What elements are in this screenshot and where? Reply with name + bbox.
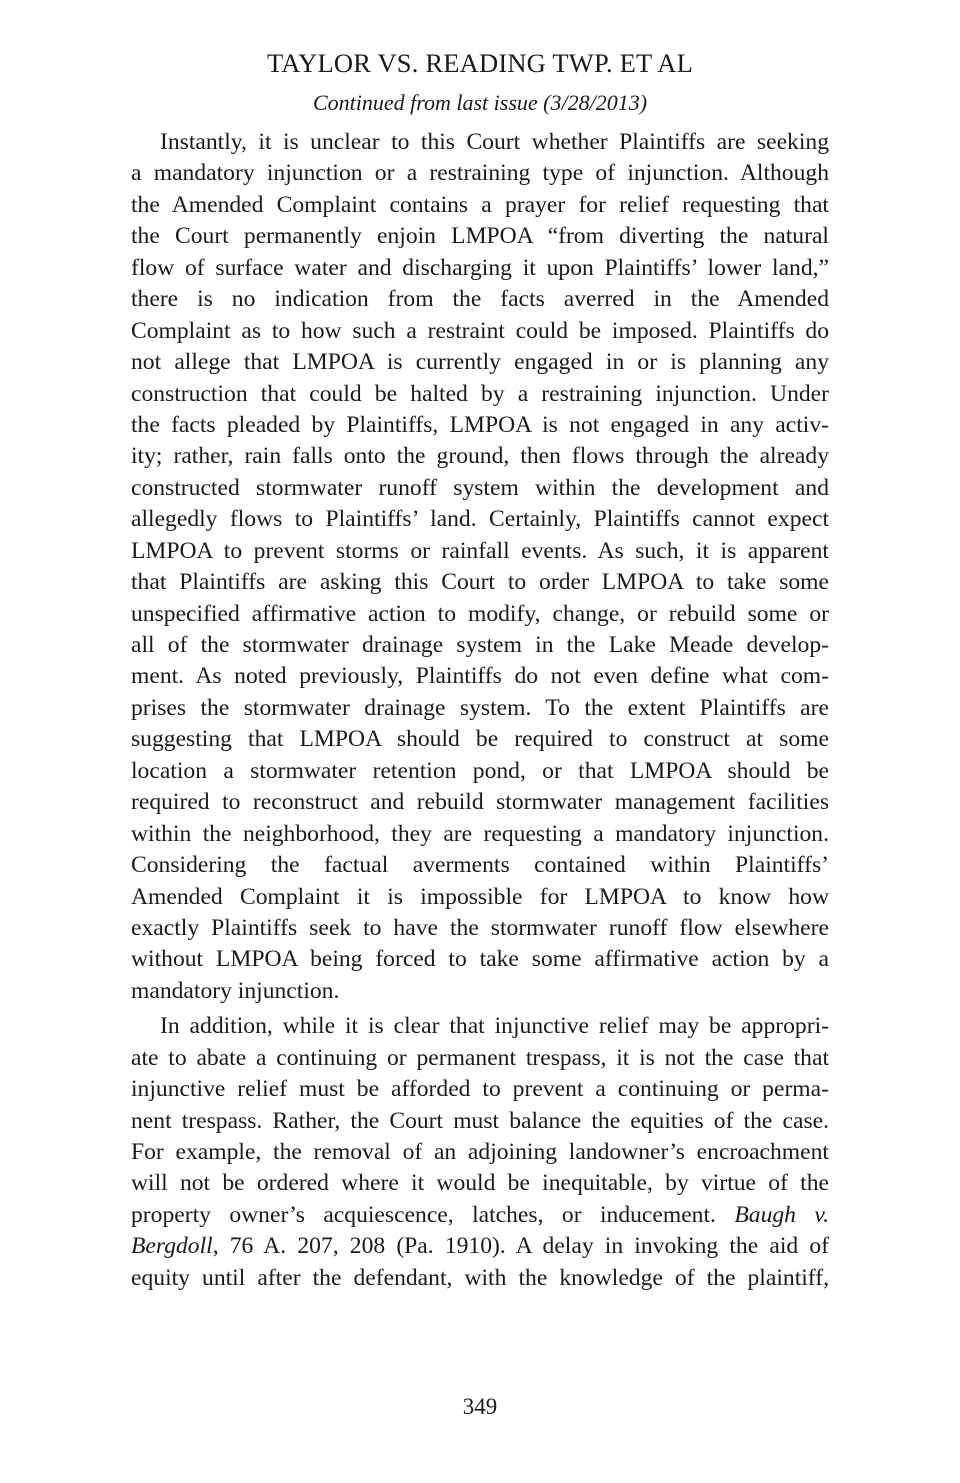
text-line: constructed stormwater runoff system within the development and xyxy=(131,474,829,501)
case-citation: Bergdoll xyxy=(131,1233,213,1260)
text-line: there is no indication from the facts averred in the Amended xyxy=(131,286,829,313)
text-line: within the neighborhood, they are requesting a mandatory injunction. xyxy=(131,820,829,847)
text-line: In addition, while it is clear that injunctive relief may be appropri- xyxy=(160,1013,829,1040)
body-text xyxy=(131,127,829,1294)
text-line: the Amended Complaint contains a prayer for relief requesting that xyxy=(131,191,829,218)
case-citation: Baugh v. xyxy=(734,1201,829,1228)
text-line: exactly Plaintiffs seek to have the stormwater runoff flow elsewhere xyxy=(131,914,829,941)
text-span: property owner’s acquiescence, latches, or inducement. xyxy=(131,1201,735,1228)
page-number: 349 xyxy=(462,1394,498,1419)
text-line: Considering the factual averments contained within Plaintiffs’ xyxy=(131,852,829,879)
text-line: ate to abate a continuing or permanent trespass, it is not the case that xyxy=(131,1044,829,1071)
page-title: TAYLOR VS. READING TWP. ET AL xyxy=(267,48,693,78)
text-line xyxy=(131,1231,829,1262)
paragraph-2 xyxy=(131,1011,829,1294)
text-line: injunctive relief must be afforded to prevent a continuing or perma- xyxy=(131,1076,829,1103)
text-line: flow of surface water and discharging it upon Plaintiffs’ lower land,” xyxy=(131,254,829,281)
text-line: construction that could be halted by a restraining injunction. Under xyxy=(131,380,829,407)
text-line: the Court permanently enjoin LMPOA “from diverting the natural xyxy=(131,223,829,250)
text-line: allegedly flows to Plaintiffs’ land. Certainly, Plaintiffs cannot expect xyxy=(131,506,829,533)
text-line: that Plaintiffs are asking this Court to order LMPOA to take some xyxy=(131,569,829,596)
text-line xyxy=(131,1200,829,1231)
continuation-note: Continued from last issue (3/28/2013) xyxy=(312,90,648,115)
text-line: the facts pleaded by Plaintiffs, LMPOA is not engaged in any activ- xyxy=(131,411,829,438)
text-line: ity; rather, rain falls onto the ground, then flows through the already xyxy=(131,443,829,470)
text-line: Instantly, it is unclear to this Court whether Plaintiffs are seeking xyxy=(160,129,829,155)
text-line: Complaint as to how such a restraint could be imposed. Plaintiffs do xyxy=(131,317,829,344)
text-line: nent trespass. Rather, the Court must balance the equities of the case. xyxy=(131,1107,829,1134)
text-line: all of the stormwater drainage system in the Lake Meade develop- xyxy=(131,632,829,658)
text-line: Amended Complaint it is impossible for LMPOA to know how xyxy=(131,883,829,910)
text-line: mandatory injunction. xyxy=(131,977,340,1004)
text-line: a mandatory injunction or a restraining type of injunction. Although xyxy=(131,160,829,187)
text-line: equity until after the defendant, with the knowledge of the plaintiff, xyxy=(131,1264,829,1291)
text-line: suggesting that LMPOA should be required to construct at some xyxy=(131,726,829,753)
text-line: will not be ordered where it would be inequitable, by virtue of the xyxy=(131,1170,829,1197)
text-line: location a stormwater retention pond, or that LMPOA should be xyxy=(131,757,829,784)
text-line: ment. As noted previously, Plaintiffs do not even define what com- xyxy=(131,663,829,690)
text-line: without LMPOA being forced to take some affirmative action by a xyxy=(131,946,829,973)
paragraph-1 xyxy=(131,127,829,1007)
text-line: not allege that LMPOA is currently engaged in or is planning any xyxy=(131,349,829,376)
text-line: required to reconstruct and rebuild stormwater management facilities xyxy=(131,789,829,816)
text-line: unspecified affirmative action to modify, change, or rebuild some or xyxy=(131,600,829,627)
text-line: LMPOA to prevent storms or rainfall events. As such, it is apparent xyxy=(131,537,829,564)
text-line: prises the stormwater drainage system. To the extent Plaintiffs are xyxy=(131,694,829,721)
text-line: For example, the removal of an adjoining landowner’s encroachment xyxy=(131,1139,829,1165)
text-span: , 76 A. 207, 208 (Pa. 1910). A delay in invoking the aid of xyxy=(212,1233,829,1260)
